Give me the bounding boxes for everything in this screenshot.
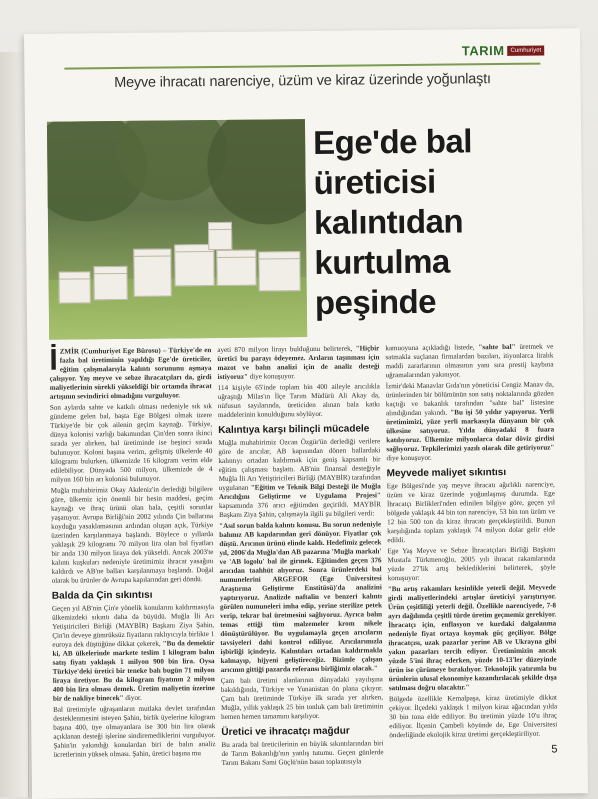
body-text: diyor. <box>125 693 142 702</box>
section-heading: Üretici ve ihracatçı mağdur <box>221 725 350 738</box>
masthead-box: Cumhuriyet <box>507 45 544 55</box>
quote-text: "Asıl sorun balda kalıntı konusu. Bu sorun nedeniyle balımız AB kapılarından geri dönüyor. Fiyatlar çok düştü. Arıcının ürünü elinde kaldı. Hedefimiz gelecek yıl, 2006'da Muğla'dan AB pazarına 'Muğla markalı' ve 'AB logolu' bal ile girmek. Eğitimden geçen 376 arıcıdan taahhüt alıyoruz. Sonra ürünlerdeki bal numunelerini ARGEFOR (Ege Üniversitesi Araştırma Geliştirme Enstitüsü)'da analizini yaptırıyoruz. Analizde naftalin ve benzeri kalıntı görülen numuneleri imha edip, yerine sterilize petek verip, tekrar bal üretmesini sağlıyoruz. Ayrıca balın temas ettiği tüm malzemeler krom nikele dönüştürülüyor. Bu uygulamayla geçen arıcıların tavsiyeleri dahi kontrol ediliyor. Arıcılarımızla işbirliği içindeyiz. Kalıntıları ortadan kaldırmakla kalmayıp, hijyeni geliştireceğiz. Bizimle çalışan arıcının gittiği pazarda referansı birliğimiz olacak." <box>219 520 383 674</box>
headline-line: peşinde <box>314 282 437 321</box>
masthead-logo: TARIM <box>461 42 505 59</box>
body-text: diye konuşuyor. <box>386 453 432 463</box>
body-text: ayeti 870 milyon lirayı bulduğunu belirterek, <box>217 344 353 354</box>
body-text: üretmek ve satmakla suçlanan firmalardan bazıları, itiyonlarca liralık maddi zararlarının olmasının yanı sıra prestij kaybına uğramalarından yakınıyor. <box>385 342 554 380</box>
body-text: Bu arada bal üreticilerinin en büyük sıkıntılarından biri de Tarım Bakanlığı'nın yanlış tutumu. Geçen günlerde Tarım Bakanı Sami Güçlü'nün basın toplantısıyla <box>221 739 384 767</box>
column-2 <box>217 344 383 770</box>
beehive-photo <box>47 119 307 340</box>
column-3 <box>385 342 557 742</box>
quote-text: "Hiçbir üretici bu parayı ödeyemez. Arıların taşınması için mazot ve balın analizi için de analiz desteği istiyoruz" <box>217 344 380 381</box>
column-1 <box>49 343 216 762</box>
headline-line: Ege'de bal <box>312 122 473 161</box>
body-text: Son aylarda sahte ve katkılı olması nedeniyle sık sık gündeme gelen bal, başta Ege Bölgesi olmak üzere Türkiye'de bir çok ailenin geçim kaynağı. Türkiye, dünya kolonisi varlığı bakımından Çin'den sonra ikinci sırada yer alırken, bal üretiminde ise beşinci sırada bulunuyor. Koloni başına verim, gelişmiş ülkelerde 40 kilogramı bulurken, ülkemizde 16 kilogram verim elde edilebiliyor. Dünyada 500 milyon, ülkemizde de 4 milyon 160 bin arı kolonisi bulunuyor. <box>49 402 213 484</box>
quote-text: "Bu da demektir ki, AB ülkelerinde markete teslim 1 kilogram balın satış fiyatı yaklaşık 1 milyon 900 bin lira. Oysa Türkiye'deki üretici bir teneke balı bugün 71 milyon liraya üretiyor. Bu da kilogram fiyatının 2 milyon 400 bin lira olması demek. Üretim maliyetin üzerine bir de nakliye binecek" <box>52 639 215 703</box>
body-text: 114 kişiyle 65'inde toplam bin 400 aileyle arıcılıkla uğraştığı Milas'ın İlçe Tarım Müdürü Ali Akay da, nüfusun sayılarında, üreticiden alınan bala katkı maddelerinin konulduğunu söylüyor. <box>217 382 380 419</box>
body-text: Çam balı üretimi alanlarının dünyadaki yayılışına bakıldığında, Türkiye ve Yunanistan ön plana çıkıyor. Çam balı üretiminde Türkiye ilk sırada yer alırken, Muğla, yıllık yaklaşık 25 bin tonluk çam balı üretiminin hemen hemen tamamını karşılıyor. <box>220 675 384 721</box>
page-number: 5 <box>551 743 558 756</box>
headline-line: kalıntıdan <box>313 202 464 241</box>
body-text: Ege Yaş Meyve ve Sebze İhracatçıları Birliği Başkanı Mustafa Türkmenoğlu, 2005 yılı ihracat rakamlarında yüzde 27'lik artış beklediklerini belirterek, şöyle konuşuyor: <box>387 545 556 583</box>
body-text: Bal üretimiyle uğraşanların mutlaka devlet tarafından desteklenmesini isteyen Şahin, birlik üyelerine kilogram başına 400, üye olmayanlara ise 300 bin lira olarak açıklanan desteği işlerine sindiremediklerini vurguluyor. Şahin'in yakındığı konulardan biri de balın analiz ücretlerinin yüksek olması. Şahin, üretici başına mu <box>53 704 216 759</box>
body-text: Ege Bölgesi'nde yaş meyve ihracatı ağırlıklı narenciye, üzüm ve kiraz üzerinde yoğunlaşmış durumda. Ege İhracatçı Birlikleri'nden edinilen bilgiye göre, geçen yıl bölgede yaklaşık 44 bin ton narenciye, 53 bin ton üzüm ve 12 bin 500 ton da kiraz ihracatı gerçekleştirildi. Bunun karşılığında toplam yaklaşık 74 milyon dolar gelir elde edildi. <box>386 480 556 545</box>
top-rule <box>64 63 540 70</box>
body-text: Muğla muhabirimiz Ozcan Özgür'ün derlediği verilere göre de arıcılar, AB kapısından dönen ballardaki kalıntıyı ortadan kaldırmak için geniş kapsamlı bir eğitim çalışması başlattı. AB'nin finansal desteğiyle Muğla İli Arı Yetiştiricileri Birliği (MAYBİR) tarafından uygulanan <box>218 437 381 492</box>
section-heading: Kalıntıya karşı bilinçli mücadele <box>218 423 370 436</box>
body-text: Geçen yıl AB'nin Çin'e yönelik konularını kaldırmasıyla ülkemizdeki sıkıntı daha da büyüdü. Muğla İli Arı Yetiştiricileri Birliği (MAYBİR) Başkanı Ziya Şahin, Çin'in deveye gümrüksüz fiyatların raklıyıcıyla birlikte 1 euroya dek düştüğüne dikkat çekerek, <box>51 603 215 649</box>
quote-text: "sahte bal" <box>478 342 516 352</box>
body-text: kapsamında 376 arıcı eğitimden geçirildi. MAYBİR Başkanı Ziya Şahin, çalışmayla ilgili şu bilgileri verdi: <box>218 500 381 519</box>
section-heading: Balda da Çin sıkıntısı <box>51 589 153 602</box>
body-text: Muğla muhabirimiz Okay Akdeniz'in derlediği bilgilere göre, ülkemiz için önemli bir besin maddesi, geçim kaynağı ve ihraç ürünü olan bala, çeşitli sorunlar yaşanıyor. Avrupa Birliği'nin 2002 yılında Çin ballarına koyduğu yasaklamasının ardından oluşan açık, Türkiye üzerinden karşılanmaya başlandı. Böylece o yıllarda yaklaşık 29 kilogramı 70 milyon lira olan bal fiyatları bir anda 130 milyon liraya dek yükseldi. Ancak 2003'te kalıntı kuşkuları nedeniyle üretimimiz ihracat yasağını kaldırdı ve AB'ne balları karşılanmaya başlandı. Doğal olarak bu ürünler de Avrupa kapılarından geri döndü. <box>50 485 214 585</box>
quote-text: "Bu işi 50 yıldır yapıyoruz. Yerli üretimimizi, yüze yerli markasıyla dünyanın bir çok ülkesine satıyoruz. Yılda dünyadaki 8 fuara katılıyoruz. Ülkemize milyonlarca dolar döviz girdisi sağlıyoruz. Tepkilerimizi yazılı olarak dile getiriyoruz" <box>386 407 555 454</box>
body-text: ZMİR (Cumhuriyet Ege Bürosu) – Türkiye'de en fazla bal üretiminin yapıldığı Ege'de üreticiler, eğitim çalışmalarıyla kalıntı sorununu aşmaya çalışıyor. Yaş meyve ve sebze ihracatçıları da, girdi maliyetlerinin sürekli yükseldiği bir ortamda ihracat artışının sevindirici olmadığını vurguluyor. <box>49 346 212 401</box>
body-text: kamuoyuna açıkladığı listede, <box>385 343 475 353</box>
quote-text: "Bu artış rakamları kesinlikle yeterli değil. Meyvede girdi maliyetlerindeki artışlar üreticiyi yarıştırıyor. Ürün çeşitliliği yeterli değil. Özellikle narenciyede, 7-8 ayrı dağılımda çeşitli türde üretim geçmemiz gerekiyor. İhracatçı için, enflasyon ve kurdaki dalgalanma nedeniyle fiyat ortaya koymak güç geçiliyor. Bölge ihracatçısı, uzak pazarlar yerine AB ve Ukrayna gibi yakın pazarları tercih ediyor. Üretimimizin ancak yüzde 5'ini ihraç ederken, yüzde 10-13'ler düzeyinde ürün ise çürümeye bırakılıyor. Teknolojik yatırımla bu ürünlerin ulusal ekonomiye kazandırılacak şekilde dışa satılması doğru olacaktır." <box>387 583 557 693</box>
supertitle: Meyve ihracatı narenciye, üzüm ve kiraz üzerinde yoğunlaştı <box>114 71 491 92</box>
body-text: İzmir'deki Manavlar Gıda'nın yöneticisi Cengiz Manav da, ürünlerinden bir bölümünün son satış noktalarında gözden kaçtığı ve bakanlık tarafından "sahte bal" listesine alındığından yakındı. <box>385 380 554 418</box>
drop-cap: İ <box>49 343 58 377</box>
magazine-page <box>24 28 588 799</box>
body-text: Bölgede özellikle Kemalpaşa, kiraz üretimiyle dikkat çekiyor. İlçedeki yaklaşık 1 milyon kiraz ağacından yılda 30 bin tona elde ediliyor. Bu üretimin yüzde 10'u ihraç ediliyor. İlçenin Çambeli köyünde de, Ege Üniversitesi önderliğinde ekolojik kiraz üretimi gerçekleştiriliyor. <box>388 693 558 740</box>
headline-line: üreticisi <box>313 162 436 201</box>
masthead <box>462 43 545 59</box>
section-heading: Meyvede maliyet sıkıntısı <box>386 466 507 480</box>
main-headline <box>313 121 515 323</box>
body-text: diye konuşuyor. <box>249 372 296 381</box>
headline-line: kurtulma <box>314 242 450 281</box>
quote-text: "Eğitim ve Teknik Bilgi Desteği ile Muğla Arıcılığını Geliştirme ve Uygulama Projesi" <box>218 482 381 501</box>
